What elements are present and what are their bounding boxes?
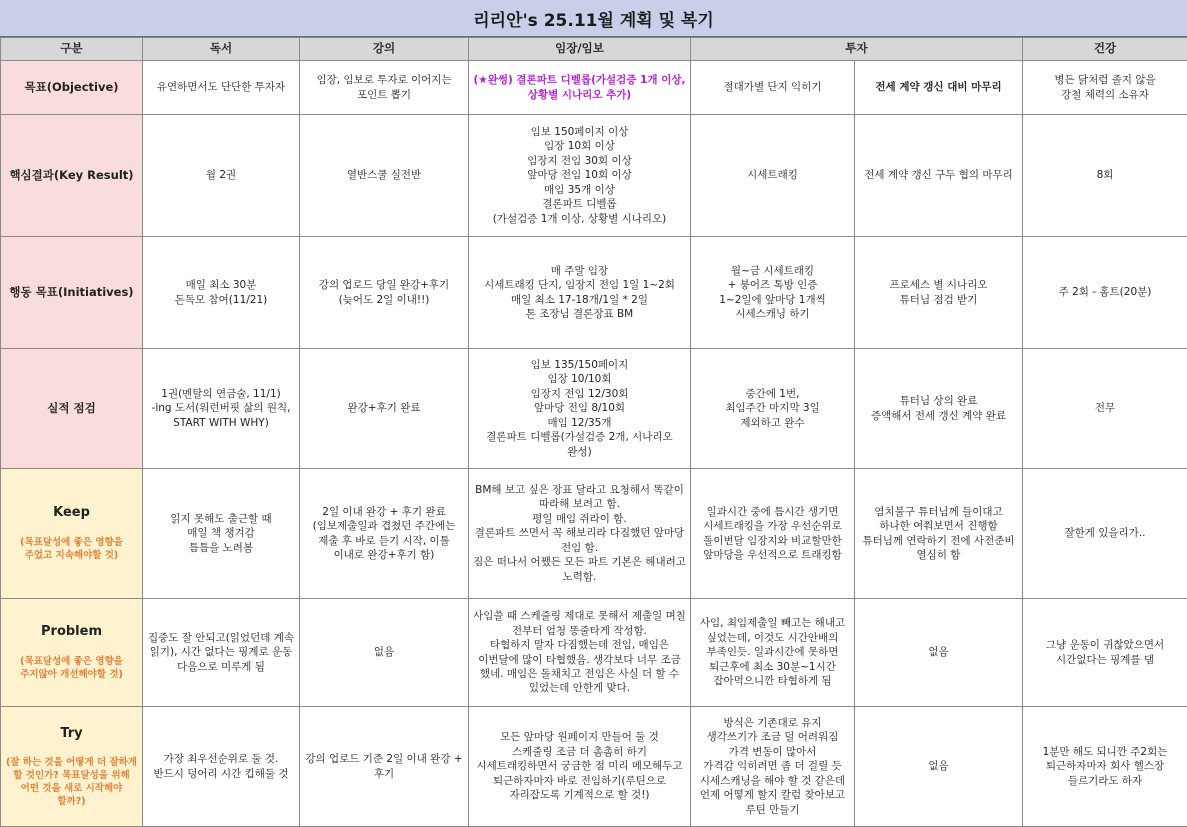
cell-objective-lecture: 임장, 임보로 투자로 이어지는 포인트 뽑기: [300, 61, 469, 115]
header-category: 구분: [1, 38, 143, 61]
cell-problem-lecture: 없음: [300, 599, 469, 707]
plan-table: [0, 37, 1187, 827]
table-row: [1, 61, 1187, 115]
cell-problem-imjang: 사임쓸 때 스케줄링 제대로 못해서 제출일 며칠 전부터 엄청 똥줄타게 작성함. 타협하지 말자 다짐했는데 전임, 매임은 이번달에 많이 타협했음. 생각보다 너무 조금 했네. 매임은 돌채치고 전임은 사실 더 할 수 있었는데 안한게 맞다.: [469, 599, 691, 707]
cell-keep-invest1: 일과시간 중에 틈시간 생기면 시세트래킹을 가장 우선순위로 돌이번달 임장지와 비교할만한 앞마당을 우선적으로 트래킹함: [691, 469, 855, 599]
cell-kr-reading: 월 2권: [143, 115, 300, 237]
row-label-key-result: 핵심결과(Key Result): [1, 115, 143, 237]
cell-init-health: 주 2회 - 홈트(20분): [1023, 237, 1187, 349]
cell-init-imjang: 매 주말 임장 시세트래킹 단지, 임장지 전임 1일 1~2회 매일 최소 17-18개/1일 * 2일 톤 조장님 결론장표 BM: [469, 237, 691, 349]
cell-objective-health: 병든 닭처럼 졸지 않을 강철 체력의 소유자: [1023, 61, 1187, 115]
cell-kr-health: 8회: [1023, 115, 1187, 237]
cell-try-invest2: 없음: [855, 707, 1023, 827]
row-label-initiatives: 행동 목표(Initiatives): [1, 237, 143, 349]
header-health: 건강: [1023, 38, 1187, 61]
keep-subtitle: (목표달성에 좋은 영향을 주었고 지속해야할 것): [20, 536, 123, 561]
cell-problem-reading: 집중도 잘 안되고(읽었던데 계속 읽기), 시간 없다는 핑계로 운동 다음으로 미루게 됨: [143, 599, 300, 707]
cell-objective-imjang: (★완썽) 결론파트 디벨롭(가설검증 1개 이상, 상황별 시나리오 추가): [469, 61, 691, 115]
cell-review-lecture: 완강+후기 완료: [300, 349, 469, 469]
cell-keep-lecture: 2일 이내 완강 + 후기 완료 (임보제출일과 겹쳤던 주간에는 제출 후 바로 듣기 시작, 이틀 이내로 완강+후기 함): [300, 469, 469, 599]
cell-kr-lecture: 열반스쿨 실전반: [300, 115, 469, 237]
page-title: 리리안's 25.11월 계획 및 복기: [0, 0, 1187, 37]
table-row: [1, 599, 1187, 707]
problem-subtitle: (목표달성에 좋은 영향을 주지않아 개선해야할 것): [20, 655, 123, 680]
row-label-keep: [1, 469, 143, 599]
cell-objective-reading: 유연하면서도 단단한 투자자: [143, 61, 300, 115]
cell-objective-invest1: 절대가별 단지 익히기: [691, 61, 855, 115]
cell-problem-invest2: 없음: [855, 599, 1023, 707]
cell-try-lecture: 강의 업로드 기준 2일 이내 완강 + 후기: [300, 707, 469, 827]
cell-review-health: 전무: [1023, 349, 1187, 469]
table-row: [1, 707, 1187, 827]
cell-init-invest1: 월~금 시세트래킹 + 붕어즈 톡방 인증 1~2일에 앞마당 1개씩 시세스캐닝 하기: [691, 237, 855, 349]
cell-try-reading: 가장 최우선순위로 둘 것. 반드시 덩어리 시간 킵해둘 것: [143, 707, 300, 827]
cell-kr-imjang: 임보 150페이지 이상 임장 10회 이상 임장지 전임 30회 이상 앞마당 전임 10회 이상 매임 35개 이상 결론파트 디벨롭 (가설검증 1개 이상, 상황별 시나리오): [469, 115, 691, 237]
cell-keep-imjang: BM해 보고 싶은 장표 달라고 요청해서 똑같이 따라해 보려고 함. 평일 매임 쥐라이 함. 결론파트 쓰면서 꼭 해보리라 다짐했던 앞마당 전임 함. 짐은 떠나서 어쨌든 모든 파트 기본은 해내려고 노력함.: [469, 469, 691, 599]
cell-keep-invest2: 염치불구 튜터님께 들이대고 하나한 여쭤보면서 진행함 튜터님께 연락하기 전에 사전준비 열심히 함: [855, 469, 1023, 599]
cell-try-imjang: 모든 앞마당 원페이지 만들어 둘 것 스케줄링 조금 더 촘촘히 하기 시세트래킹하면서 궁금한 점 미리 메모해두고 퇴근하자마자 바로 전임하기(루틴으로 자리잡도록 기계적으로 할 것!): [469, 707, 691, 827]
cell-keep-health: 잘한게 있을리가..: [1023, 469, 1187, 599]
header-lecture: 강의: [300, 38, 469, 61]
cell-keep-reading: 읽지 못해도 출근할 때 매일 책 챙겨감 틈틈을 노려봄: [143, 469, 300, 599]
header-reading: 독서: [143, 38, 300, 61]
row-label-try: [1, 707, 143, 827]
cell-try-health: 1분만 해도 되니깐 주2회는 퇴근하자마자 회사 헬스장 들르기라도 하자: [1023, 707, 1187, 827]
try-title: Try: [60, 725, 83, 741]
try-subtitle: (잘 하는 것을 어떻게 더 잘하게 할 것인가? 목표달성을 위해 어떤 것을 새로 시작해야 할까?): [5, 757, 137, 807]
table-row: [1, 237, 1187, 349]
keep-title: Keep: [53, 505, 90, 521]
cell-objective-invest2: 전세 계약 갱신 대비 마무리: [855, 61, 1023, 115]
table-row: [1, 349, 1187, 469]
cell-review-imjang: 임보 135/150페이지 임장 10/10회 임장지 전임 12/30회 앞마당 전임 8/10회 매임 12/35개 결론파트 디벨롭(가설검증 2개, 시나리오 완성): [469, 349, 691, 469]
cell-problem-health: 그냥 운동이 귀찮았으면서 시간없다는 핑계를 댐: [1023, 599, 1187, 707]
problem-title: Problem: [41, 624, 102, 640]
table-row: [1, 115, 1187, 237]
header-row: [1, 38, 1187, 61]
cell-problem-invest1: 사임, 최임제출일 빼고는 해내고 싶었는데, 이것도 시간안배의 부족인듯. 일과시간에 못하면 퇴근후에 최소 30분~1시간 잡아먹으니깐 타협하게 됨: [691, 599, 855, 707]
header-invest: 투자: [691, 38, 1023, 61]
cell-init-reading: 매일 최소 30분 돈독모 참여(11/21): [143, 237, 300, 349]
cell-review-invest2: 튜터님 상의 완료 증액해서 전세 갱신 계약 완료: [855, 349, 1023, 469]
cell-init-lecture: 강의 업로드 당일 완강+후기 (늦어도 2일 이내!!): [300, 237, 469, 349]
cell-try-invest1: 방식은 기존대로 유지 생각쓰기가 조금 덜 어려워짐 가격 변동이 많아서 가격감 익히려면 좀 더 걸릴 듯 시세스캐닝을 해야 할 것 같은데 언제 어떻게 할지 칼럼 찾아보고 루틴 만들기: [691, 707, 855, 827]
cell-kr-invest1: 시세트래킹: [691, 115, 855, 237]
row-label-objective: 목표(Objective): [1, 61, 143, 115]
row-label-review: 실적 점검: [1, 349, 143, 469]
cell-review-reading: 1권(멘탈의 연금술, 11/1) -ing 도서(워런버핏 삶의 원칙, START WITH WHY): [143, 349, 300, 469]
row-label-problem: [1, 599, 143, 707]
cell-kr-invest2: 전세 계약 갱신 구두 협의 마무리: [855, 115, 1023, 237]
header-imjang: 임장/임보: [469, 38, 691, 61]
cell-review-invest1: 중간에 1번, 최임주간 마지막 3일 제외하고 완수: [691, 349, 855, 469]
cell-init-invest2: 프로세스 별 시나리오 튜터님 점검 받기: [855, 237, 1023, 349]
table-row: [1, 469, 1187, 599]
